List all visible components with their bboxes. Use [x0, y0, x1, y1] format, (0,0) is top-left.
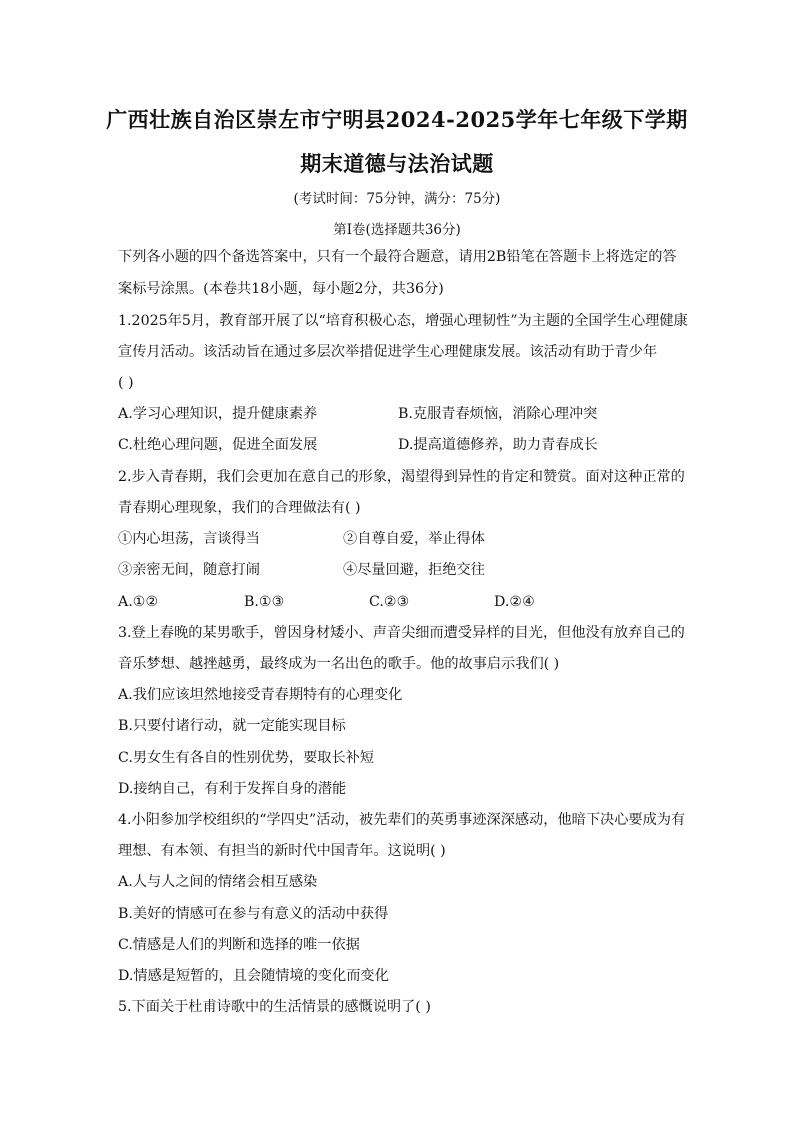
q2-option-b: B.①③	[244, 594, 285, 610]
q3-option-c: C.男女生有各自的性别优势，要取长补短	[118, 750, 375, 766]
exam-title-line-2: 期末道德与法治试题	[300, 151, 494, 176]
q4-stem-line-2: 理想、有本领、有担当的新时代中国青年。这说明( )	[118, 843, 446, 859]
q4-stem-line-1: 4.小阳参加学校组织的“学四史”活动，被先辈们的英勇事迹深深感动，他暗下决心要成为有	[118, 812, 686, 828]
q1-stem-line-3: ( )	[118, 375, 134, 391]
q4-option-a: A.人与人之间的情绪会相互感染	[118, 874, 318, 890]
q1-stem-line-2: 宣传月活动。该活动旨在通过多层次举措促进学生心理健康发展。该活动有助于青少年	[118, 344, 658, 360]
q4-option-b: B.美好的情感可在参与有意义的活动中获得	[118, 906, 389, 922]
q5-stem-line-1: 5.下面关于杜甫诗歌中的生活情景的感慨说明了( )	[118, 999, 431, 1015]
q1-option-a: A.学习心理知识，提升健康素养	[118, 406, 318, 422]
q1-stem-line-1: 1.2025年5月，教育部开展了以“培育积极心态，增强心理韧性”为主题的全国学生心理健康	[118, 313, 688, 329]
section-title: 第Ⅰ卷(选择题共36分)	[333, 222, 461, 238]
q3-option-a: A.我们应该坦然地接受青春期特有的心理变化	[118, 687, 403, 703]
q3-option-d: D.接纳自己，有利于发挥自身的潜能	[118, 781, 347, 797]
q1-option-b: B.克服青春烦恼，消除心理冲突	[398, 406, 598, 422]
q3-stem-line-1: 3.登上春晚的某男歌手，曾因身材矮小、声音尖细而遭受异样的目光，但他没有放弃自己的	[118, 625, 685, 641]
q2-stem-line-1: 2.步入青春期，我们会更加在意自己的形象，渴望得到异性的肯定和赞赏。面对这种正常的	[118, 469, 685, 485]
instructions-line-1: 下列各小题的四个备选答案中，只有一个最符合题意，请用2B铅笔在答题卡上将选定的答	[118, 249, 677, 265]
q2-statement-1: ①内心坦荡，言谈得当	[118, 531, 260, 547]
q2-option-c: C.②③	[369, 594, 410, 610]
q4-option-d: D.情感是短暂的，且会随情境的变化而变化	[118, 968, 389, 984]
instructions-line-2: 案标号涂黑。(本卷共18小题，每小题2分，共36分)	[118, 281, 444, 297]
q2-statement-4: ④尽量回避，拒绝交往	[343, 562, 485, 578]
q1-option-d: D.提高道德修养，助力青春成长	[398, 437, 598, 453]
q2-option-a: A.①②	[118, 594, 159, 610]
q2-statement-2: ②自尊自爱，举止得体	[343, 531, 485, 547]
q4-option-c: C.情感是人们的判断和选择的唯一依据	[118, 937, 360, 953]
q3-stem-line-2: 音乐梦想、越挫越勇，最终成为一名出色的歌手。他的故事启示我们( )	[118, 656, 560, 672]
exam-title-line-1: 广西壮族自治区崇左市宁明县2024-2025学年七年级下学期	[106, 107, 688, 132]
q2-stem-line-2: 青春期心理现象，我们的合理做法有( )	[118, 500, 361, 516]
q2-statement-3: ③亲密无间，随意打闹	[118, 562, 260, 578]
q1-option-c: C.杜绝心理问题，促进全面发展	[118, 437, 318, 453]
q2-option-d: D.②④	[494, 594, 535, 610]
q3-option-b: B.只要付诸行动，就一定能实现目标	[118, 718, 346, 734]
exam-info: (考试时间：75分钟，满分：75分)	[293, 191, 501, 207]
